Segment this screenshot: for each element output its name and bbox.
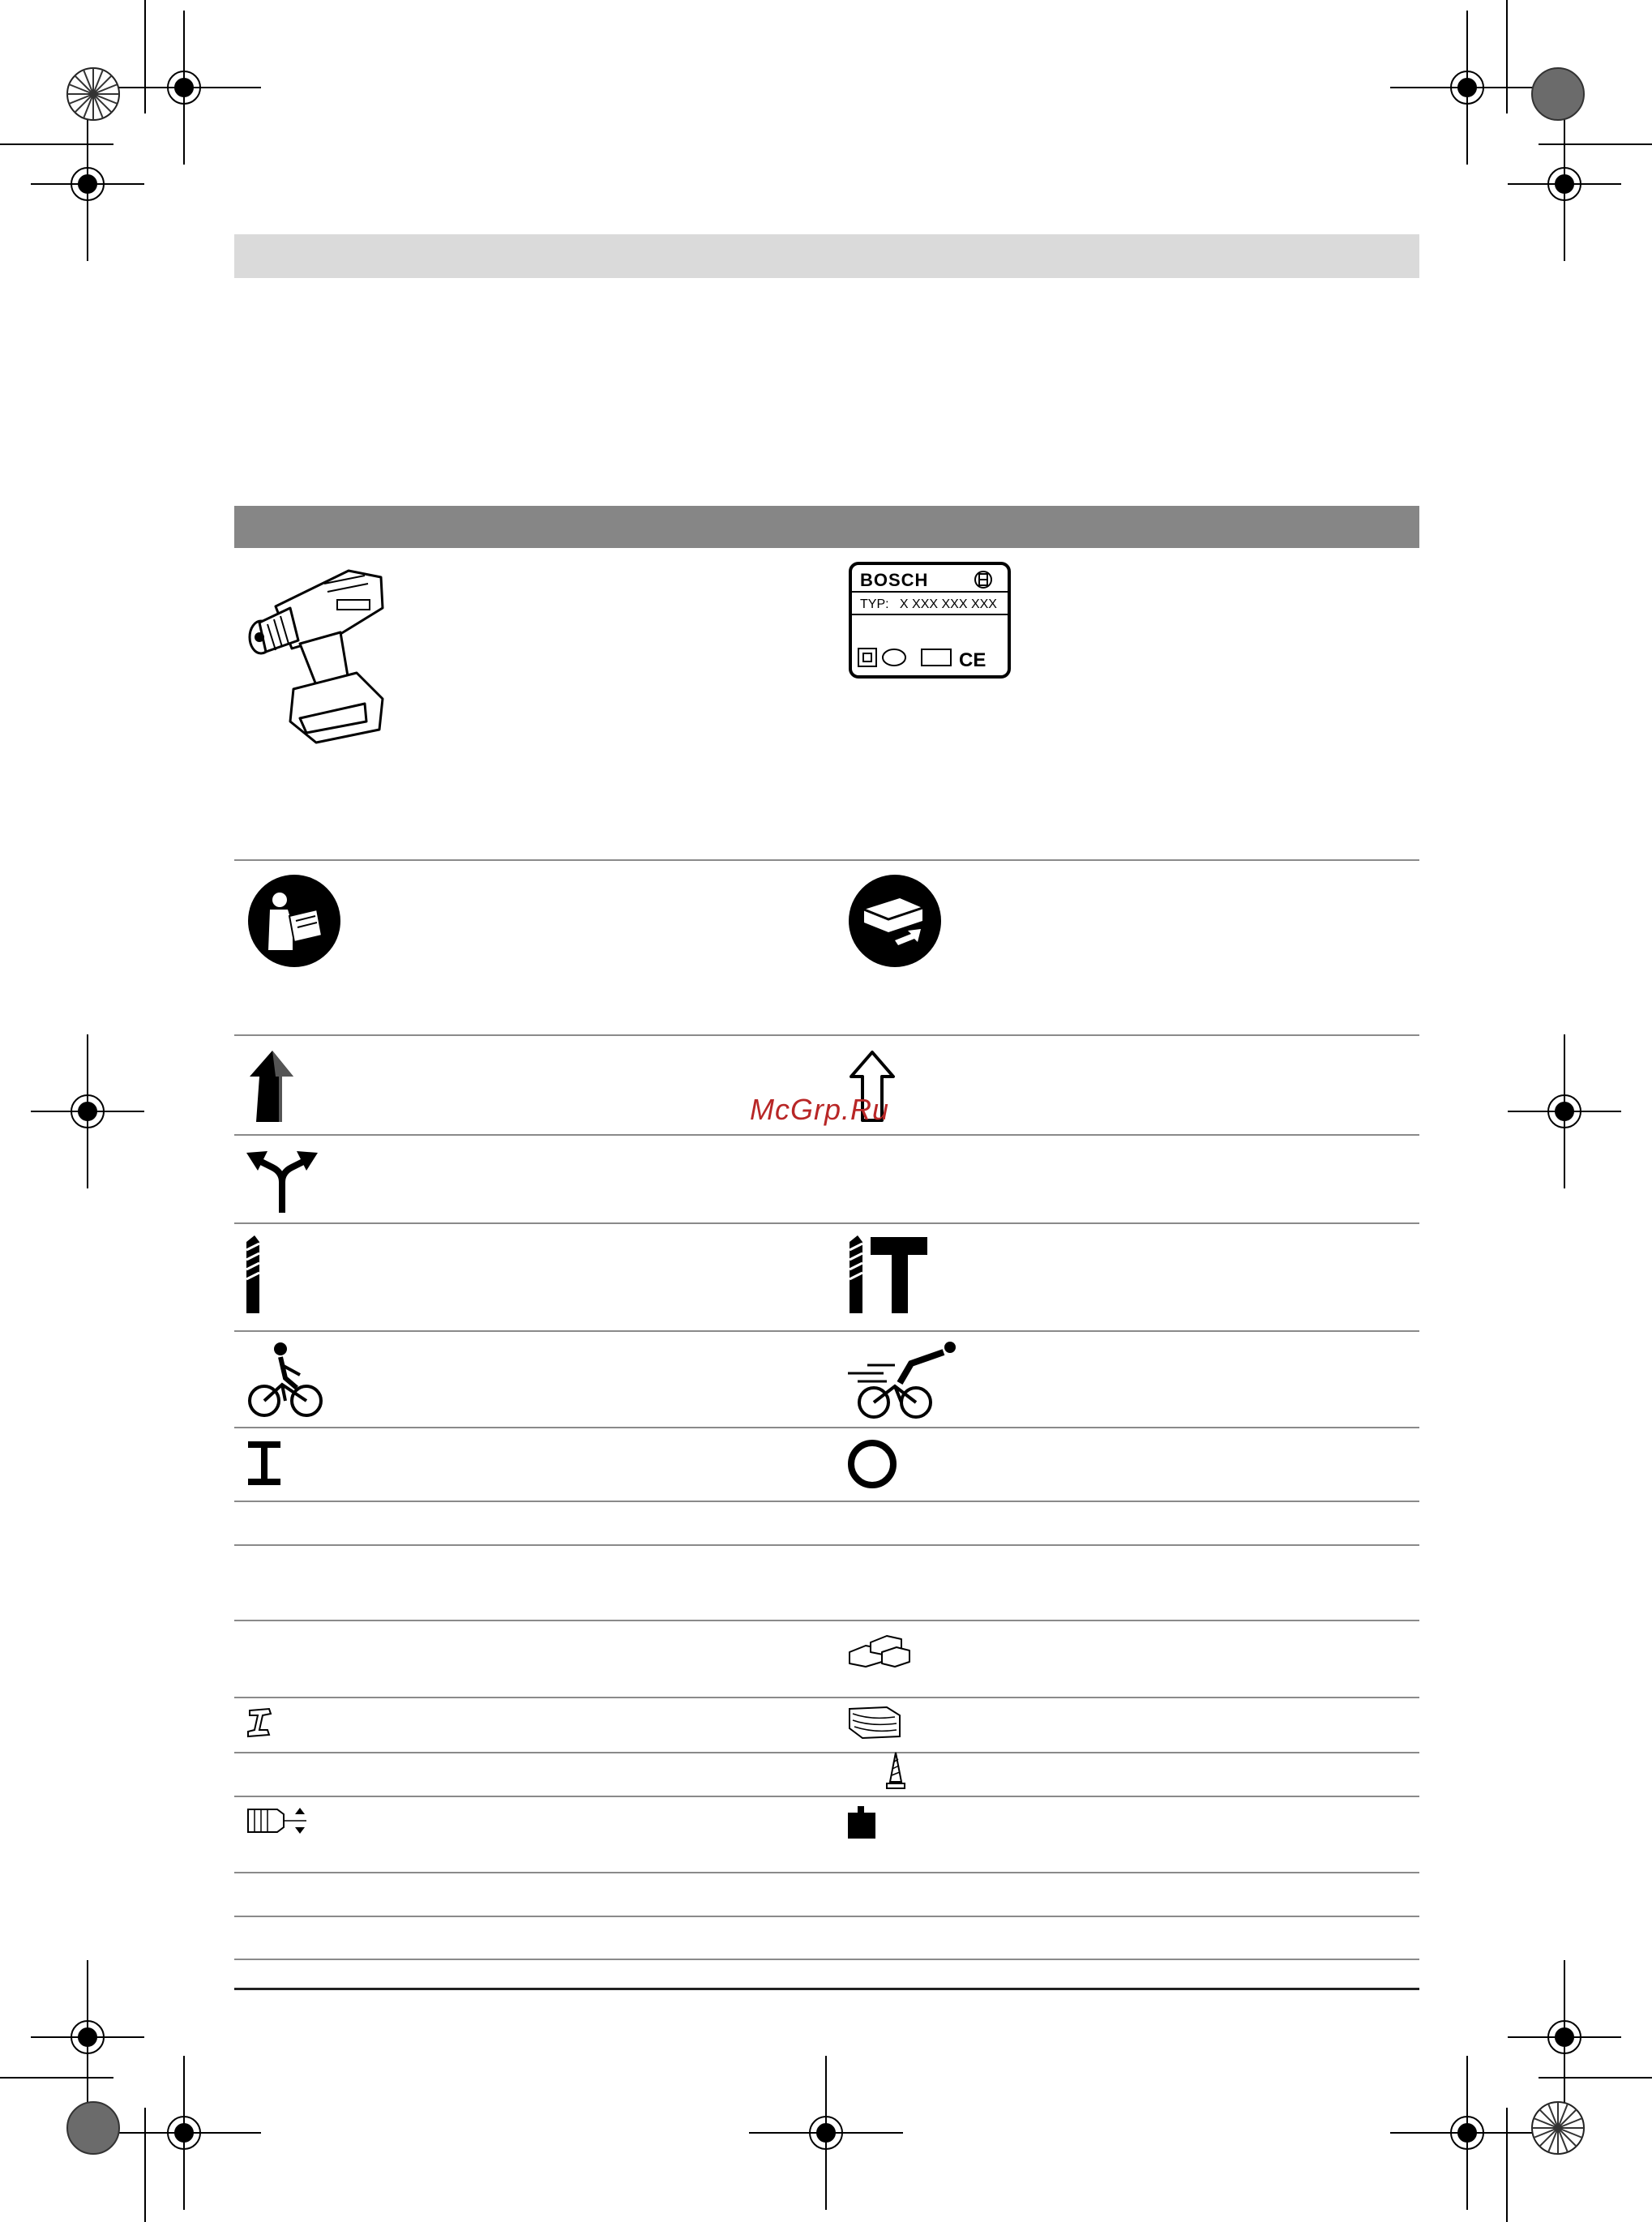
registration-target-icon [749, 2056, 903, 2210]
watermark: McGrp.Ru [750, 1093, 890, 1126]
gray-disc-icon [1532, 68, 1584, 120]
steel-beam-icon [245, 1706, 277, 1738]
slow-cyclist-icon [246, 1341, 324, 1419]
registration-target-icon [31, 107, 144, 261]
plate-divider [852, 591, 1008, 593]
gray-disc-icon [67, 2102, 119, 2154]
row-divider [234, 1134, 1419, 1136]
gear-circle-icon [846, 1438, 898, 1490]
row-divider [234, 1222, 1419, 1224]
registration-target-icon [1508, 1960, 1621, 2114]
registration-target-icon [107, 2056, 261, 2210]
row-divider [234, 1796, 1419, 1797]
row-divider [234, 1427, 1419, 1428]
plate-divider [852, 614, 1008, 615]
registration-target-icon [31, 1960, 144, 2114]
cordless-drill-icon [243, 559, 389, 754]
header-band [234, 234, 1419, 278]
row-divider [234, 1959, 1419, 1960]
section-band [234, 506, 1419, 548]
impact-drill-icon [846, 1234, 927, 1315]
row-divider [234, 1916, 1419, 1917]
table-bottom-rule [234, 1988, 1419, 1990]
battery-remove-icon [848, 874, 942, 968]
row-divider [234, 1697, 1419, 1698]
registration-target-icon [1508, 1034, 1621, 1188]
bosch-logo-icon [972, 570, 995, 589]
row-divider [234, 1330, 1419, 1332]
screw-icon [884, 1751, 908, 1792]
rating-plate-icon [849, 562, 1011, 679]
fast-cyclist-icon [846, 1341, 960, 1419]
row-divider [234, 1872, 1419, 1873]
row-divider [234, 1752, 1419, 1753]
read-manual-icon [247, 874, 341, 968]
registration-target-icon [31, 1034, 144, 1188]
plate-brand: BOSCH [860, 570, 929, 590]
wood-grain-icon [846, 1704, 903, 1740]
registration-target-icon [1508, 107, 1621, 261]
row-divider [234, 1501, 1419, 1502]
registration-target-icon [1390, 11, 1544, 165]
row-divider [234, 1620, 1419, 1621]
plate-typ-label: TYP: X XXX XXX XXX [860, 597, 997, 611]
svg-text:CE: CE [959, 649, 986, 671]
chuck-range-icon [245, 1805, 310, 1837]
masonry-bricks-icon [846, 1631, 911, 1668]
drill-bit-icon [243, 1234, 266, 1315]
registration-target-icon [107, 11, 261, 165]
registration-target-icon [1390, 2056, 1544, 2210]
plate-symbols [858, 646, 1008, 670]
row-divider [234, 1034, 1419, 1036]
starburst-disc-icon [67, 68, 119, 120]
row-divider [234, 859, 1419, 861]
gear-one-icon [246, 1440, 282, 1487]
starburst-disc-icon [1532, 2102, 1584, 2154]
row-divider [234, 1544, 1419, 1546]
arrow-up-filled-icon [246, 1049, 298, 1124]
forward-reverse-arrow-icon [243, 1145, 321, 1214]
weight-icon [846, 1805, 879, 1842]
